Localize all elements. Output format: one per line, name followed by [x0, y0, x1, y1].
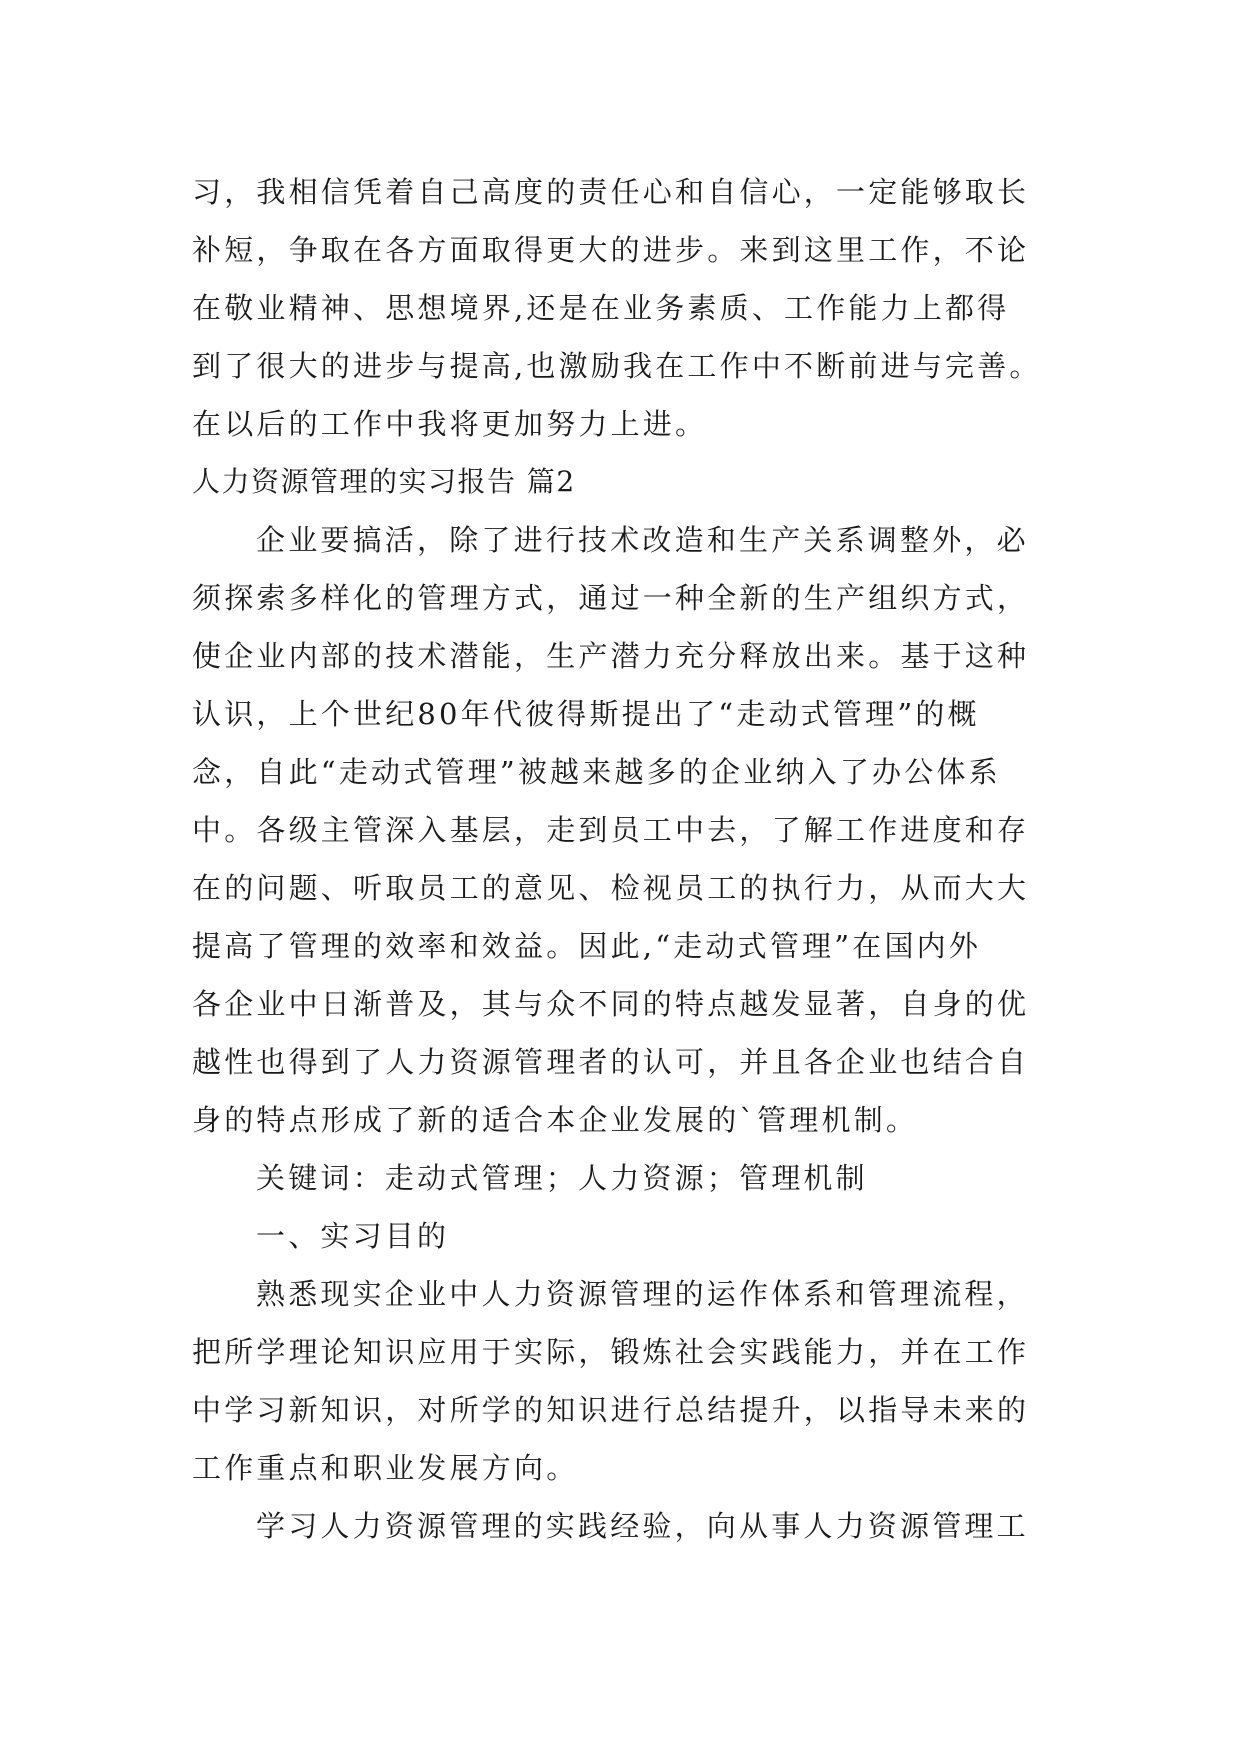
text-line: 中。各级主管深入基层，走到员工中去，了解工作进度和存: [192, 813, 1030, 847]
text-line: 在的问题、听取员工的意见、检视员工的执行力，从而大大: [192, 871, 1030, 905]
text-line: 到了很大的进步与提高,也激励我在工作中不断前进与完善。: [192, 349, 1042, 383]
document-body: [192, 163, 1062, 1555]
text-line: 习，我相信凭着自己高度的责任心和自信心，一定能够取长: [192, 175, 1030, 209]
text-line: 身的特点形成了新的适合本企业发展的`管理机制。: [192, 1103, 919, 1137]
text-line: 工作重点和职业发展方向。: [192, 1451, 579, 1485]
text-line: 补短，争取在各方面取得更大的进步。来到这里工作，不论: [192, 233, 1030, 267]
text-line: 各企业中日渐普及，其与众不同的特点越发显著，自身的优: [192, 987, 1030, 1021]
text-line: 使企业内部的技术潜能，生产潜力充分释放出来。基于这种: [192, 639, 1030, 673]
text-line: 一、实习目的: [256, 1219, 450, 1253]
section-heading: 人力资源管理的实习报告 篇2: [192, 465, 576, 498]
text-line: 越性也得到了人力资源管理者的认可，并且各企业也结合自: [192, 1045, 1030, 1079]
text-line: 把所学理论知识应用于实际，锻炼社会实践能力，并在工作: [192, 1335, 1030, 1369]
text-line: 在敬业精神、思想境界,还是在业务素质、工作能力上都得: [192, 291, 1010, 325]
text-line: 熟悉现实企业中人力资源管理的运作体系和管理流程，: [256, 1277, 1029, 1311]
text-line: 企业要搞活，除了进行技术改造和生产关系调整外，必: [256, 523, 1029, 557]
text-line: 认识，上个世纪80年代彼得斯提出了“走动式管理”的概: [192, 697, 980, 731]
text-line: 须探索多样化的管理方式，通过一种全新的生产组织方式，: [192, 581, 1030, 615]
text-line: 念，自此“走动式管理”被越来越多的企业纳入了办公体系: [192, 755, 1001, 789]
text-line: 中学习新知识，对所学的知识进行总结提升，以指导未来的: [192, 1393, 1030, 1427]
text-line: 在以后的工作中我将更加努力上进。: [192, 407, 708, 441]
text-line: 关键词：走动式管理；人力资源；管理机制: [256, 1161, 868, 1195]
text-line: 提高了管理的效率和效益。因此,“走动式管理”在国内外: [192, 929, 982, 963]
text-line: 学习人力资源管理的实践经验，向从事人力资源管理工: [256, 1509, 1029, 1543]
